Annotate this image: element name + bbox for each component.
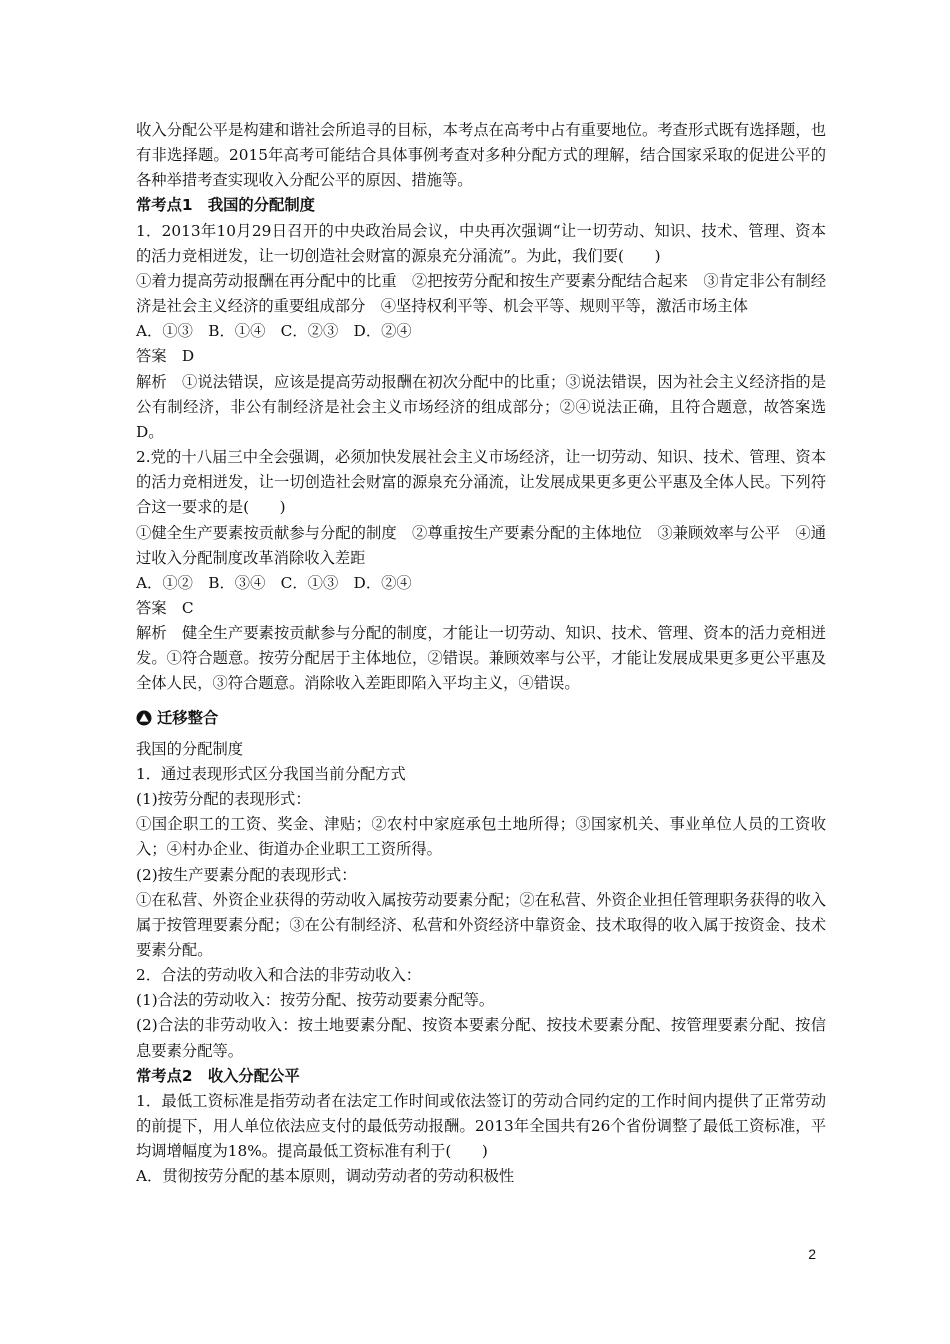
question-stem: 2.党的十八届三中全会强调，必须加快发展社会主义市场经济，让一切劳动、知识、技术、管理、资本的活力竞相迸发，让一切创造社会财富的源泉充分涌流，让发展成果更多更公平惠及全体人民。下列符合这一要求的是( ) — [136, 448, 826, 517]
key-point-1-heading: 常考点1 我国的分配制度 — [136, 196, 315, 215]
integration-line: 我国的分配制度 — [136, 739, 244, 758]
triangle-in-circle-icon — [136, 710, 152, 726]
question-options: A．①② B．③④ C．①③ D．②④ — [136, 573, 412, 592]
intro-paragraph: 收入分配公平是构建和谐社会所追寻的目标，本考点在高考中占有重要地位。考查形式既有选择题，也有非选择题。2015年高考可能结合具体事例考查对多种分配方式的理解，结合国家采取的促进公平的各种举措考查实现收入分配公平的原因、措施等。 — [136, 121, 826, 190]
integration-line: 1．通过表现形式区分我国当前分配方式 — [136, 764, 406, 783]
question-stem: 1．2013年10月29日召开的中央政治局会议，中央再次强调“让一切劳动、知识、技术、管理、资本的活力竞相迸发，让一切创造社会财富的源泉充分涌流”。为此，我们要( ) — [136, 221, 826, 265]
integration-line: ①国企职工的工资、奖金、津贴；②农村中家庭承包土地所得；③国家机关、事业单位人员的工资收入；④村办企业、街道办企业职工工资所得。 — [136, 815, 826, 859]
integration-line: (2)按生产要素分配的表现形式： — [136, 865, 357, 884]
integration-heading-label: 迁移整合 — [157, 708, 219, 727]
question-stem: 1．最低工资标准是指劳动者在法定工作时间或依法签订的劳动合同约定的工作时间内提供了正常劳动的前提下，用人单位依法应支付的最低劳动报酬。2013年全国共有26个省份调整了最低工资标准，平均调增幅度为18%。提高最低工资标准有利于( ) — [136, 1091, 826, 1161]
integration-line: (1)合法的劳动收入：按劳分配、按劳动要素分配等。 — [136, 991, 495, 1010]
answer-line: 答案 D — [136, 347, 195, 366]
question-items: ①着力提高劳动报酬在再分配中的比重 ②把按劳分配和按生产要素分配结合起来 ③肯定非公有制经济是社会主义经济的重要组成部分 ④坚持权利平等、机会平等、规则平等，激活市场主体 — [136, 271, 826, 316]
integration-line: 2．合法的劳动收入和合法的非劳动收入： — [136, 966, 422, 985]
answer-line: 答案 C — [136, 598, 194, 617]
analysis-paragraph: 解析 ①说法错误，应该是提高劳动报酬在初次分配中的比重；③说法错误，因为社会主义经济指的是公有制经济，非公有制经济是社会主义市场经济的组成部分；②④说法正确，且符合题意，故答案选D。 — [136, 372, 826, 441]
integration-line: (2)合法的非劳动收入：按土地要素分配、按资本要素分配、按技术要素分配、按管理要素分配、按信息要素分配等。 — [136, 1016, 826, 1060]
integration-line: (1)按劳分配的表现形式： — [136, 790, 311, 809]
key-point-2-heading: 常考点2 收入分配公平 — [136, 1066, 300, 1085]
page-number: 2 — [808, 1246, 816, 1262]
question-items: ①健全生产要素按贡献参与分配的制度 ②尊重按生产要素分配的主体地位 ③兼顾效率与公平 ④通过收入分配制度改革消除收入差距 — [136, 523, 826, 567]
analysis-paragraph: 解析 健全生产要素按贡献参与分配的制度，才能让一切劳动、知识、技术、管理、资本的活力竞相迸发。①符合题意。按劳分配居于主体地位，②错误。兼顾效率与公平，才能让发展成果更多更公平惠及全体人民，③符合题意。消除收入差距即陷入平均主义，④错误。 — [136, 624, 826, 693]
question-option-a: A．贯彻按劳分配的基本原则，调动劳动者的劳动积极性 — [136, 1167, 515, 1186]
integration-line: ①在私营、外资企业获得的劳动收入属按劳动要素分配；②在私营、外资企业担任管理职务获得的收入属于按管理要素分配；③在公有制经济、私营和外资经济中靠资金、技术取得的收入属于按资金、技术要素分配。 — [136, 890, 826, 959]
question-options: A．①③ B．①④ C．②③ D．②④ — [136, 322, 412, 341]
integration-heading — [136, 706, 826, 731]
document-body — [136, 118, 826, 1190]
